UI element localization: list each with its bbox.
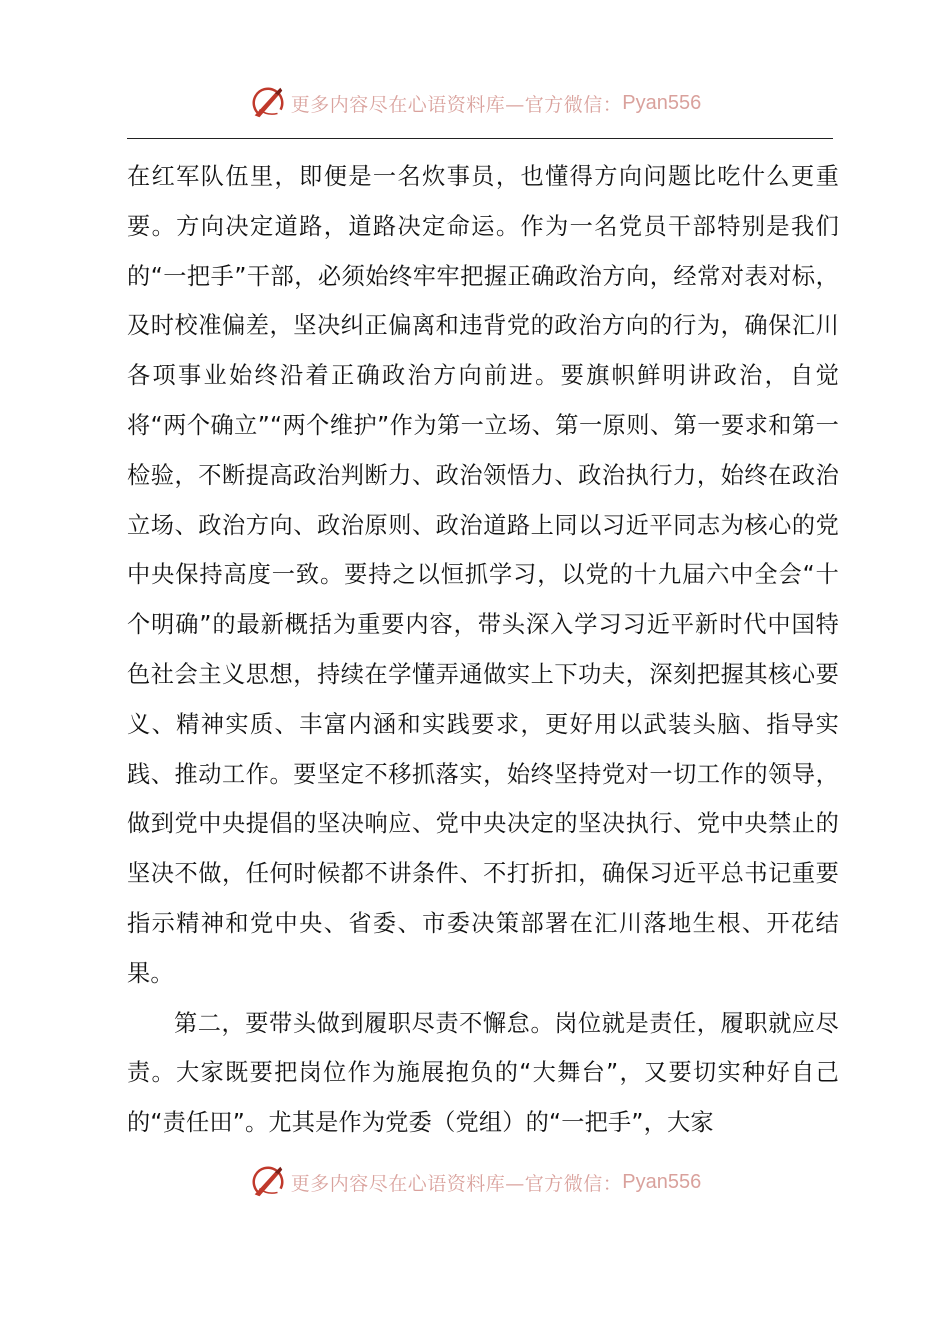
header-watermark — [0, 81, 950, 125]
header-brand: Pyan556 — [622, 91, 702, 114]
pen-logo-icon — [249, 1163, 287, 1201]
footer-brand: Pyan556 — [622, 1170, 702, 1193]
footer-banner-text: 更多内容尽在心语资料库—官方微信： — [290, 1172, 623, 1195]
paragraph-2: 第二，要带头做到履职尽责不懈怠。岗位就是责任，履职就应尽责。大家既要把岗位作为施展抱负的“大舞台”，又要切实种好自己的“责任田”。尤其是作为党委（党组）的“一把手”，大家 — [127, 1009, 839, 1137]
paragraph-1: 在红军队伍里，即便是一名炊事员，也懂得方向问题比吃什么更重要。方向决定道路，道路决定命运。作为一名党员干部特别是我们的“一把手”干部，必须始终牢牢把握正确政治方向，经常对表对标，及时校准偏差，坚决纠正偏离和违背党的政治方向的行为，确保汇川各项事业始终沿着正确政治方向前进。要旗帜鲜明讲政治，自觉将“两个确立”“两个维护”作为第一立场、第一原则、第一要求和第一检验，不断提高政治判断力、政治领悟力、政治执行力，始终在政治立场、政治方向、政治原则、政治道路上同以习近平同志为核心的党中央保持高度一致。要持之以恒抓学习，以党的十九届六中全会“十个明确”的最新概括为重要内容，带头深入学习习近平新时代中国特色社会主义思想，持续在学懂弄通做实上下功夫，深刻把握其核心要义、精神实质、丰富内涵和实践要求，更好用以武装头脑、指导实践、推动工作。要坚定不移抓落实，始终坚持党对一切工作的领导，做到党中央提倡的坚决响应、党中央决定的坚决执行、党中央禁止的坚决不做，任何时候都不讲条件、不打折扣，确保习近平总书记重要指示精神和党中央、省委、市委决策部署在汇川落地生根、开花结果。 — [127, 163, 839, 987]
document-body — [127, 152, 839, 1148]
pen-logo-icon — [249, 84, 287, 122]
header-banner-text: 更多内容尽在心语资料库—官方微信： — [290, 93, 623, 116]
header-divider — [127, 138, 833, 139]
footer-watermark — [0, 1160, 950, 1204]
